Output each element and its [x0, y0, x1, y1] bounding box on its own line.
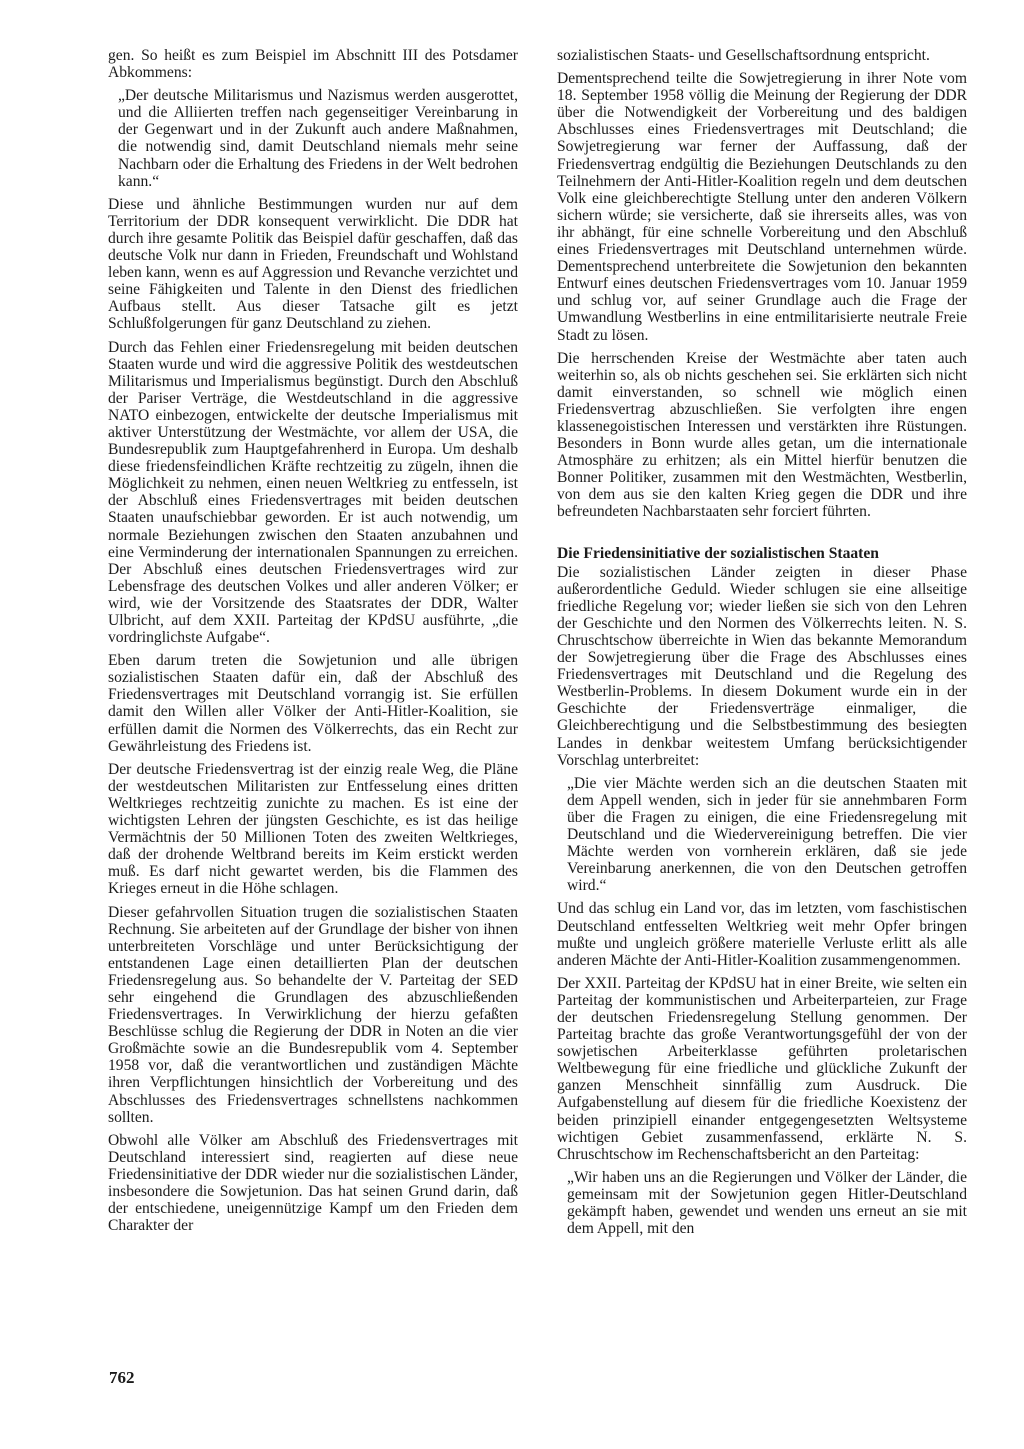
section-heading: Die Friedensinitiative der sozialistischen Staaten: [557, 544, 879, 562]
paragraph: Der deutsche Friedensvertrag ist der einzig reale Weg, die Pläne der westdeutschen Militaristen zur Entfesselung eines dritten Weltkrieges rechtzeitig zunichte zu machen. Es ist eine der wichtigsten Lehren der jüngsten Geschichte, es ist das heilige Vermächtnis der 50 Millionen Toten des zweiten Weltkrieges, daß der drohende Weltbrand bereits im Keim erstickt werden muß. Es darf nicht gewartet werden, bis die Flammen des Krieges erneut in die Höhe schlagen.: [108, 760, 518, 898]
block-quote: „Der deutsche Militarismus und Nazismus werden ausgerottet, und die Alliierten treffen nach gegenseitiger Vereinbarung in der Gegenwart und in der Zukunft auch andere Maßnahmen, die notwendig sind, damit Deutschland niemals mehr seine Nachbarn oder die Erhaltung des Friedens in der Welt bedrohen kann.“: [118, 87, 518, 190]
paragraph: Der XXII. Parteitag der KPdSU hat in einer Breite, wie selten ein Parteitag der kommunistischen und Arbeiterparteien, zur Frage der deutschen Friedensregelung Stellung genommen. Der Parteitag brachte das große Verantwortungsgefühl der von der sowjetischen Arbeiterklasse geführten proletarischen Weltbewegung für eine friedliche und glückliche Zukunft der ganzen Menschheit sinnfällig zum Ausdruck. Die Aufgabenstellung auf diesem für die friedliche Koexistenz der beiden prinzipiell einander entgegengesetzten Weltsysteme wichtigen Gebiet zusammenfassend, erklärte N. S. Chruschtschow im Rechenschaftsbericht an den Parteitag:: [557, 974, 967, 1163]
right-column: [557, 47, 967, 1243]
paragraph: Dieser gefahrvollen Situation trugen die sozialistischen Staaten Rechnung. Sie arbeiteten auf der Grundlage der bisher von ihnen unterbreiteten Vorschläge und unter Berücksichtigung der entstandenen Lage einen detaillierten Plan der deutschen Friedensregelung aus. So behandelte der V. Parteitag der SED sehr eingehend die Grundlagen des abzuschließenden Friedensvertrages. In Verwirklichung der hierzu gefaßten Beschlüsse schlug die Regierung der DDR in Noten an die vier Großmächte sowie an die Bundesrepublik vom 4. September 1958 vor, daß die verantwortlichen und zuständigen Mächte ihren Verpflichtungen hinsichtlich der Vorbereitung und des Abschlusses des Friedensvertrages schnellstens nachkommen sollten.: [108, 903, 518, 1126]
paragraph: Durch das Fehlen einer Friedensregelung mit beiden deutschen Staaten wurde und wird die aggressive Politik des westdeutschen Militarismus und Imperialismus begünstigt. Durch den Abschluß der Pariser Verträge, die Westdeutschland in die aggressive NATO einbezogen, entwickelte der deutsche Imperialismus mit aktiver Unterstützung der Westmächte, vor allem der USA, die Bundesrepublik zum Hauptgefahrenherd in Europa. Um deshalb diese friedensfeindlichen Kräfte rechtzeitig zu zügeln, ihnen die Möglichkeit zu nehmen, einen neuen Weltkrieg zu entfesseln, ist der Abschluß eines Friedensvertrages mit beiden deutschen Staaten unaufschiebbar geworden. Er ist auch notwendig, um normale Beziehungen zwischen den Staaten anzubahnen und eine Verminderung der internationalen Spannungen zu erreichen. Der Abschluß eines deutschen Friedensvertrages wird zur Lebensfrage des deutschen Volkes und aller anderen Völker; er wird, wie der Vorsitzende des Staatsrates der DDR, Walter Ulbricht, auf dem XXII. Parteitag der KPdSU ausführte, „die vordringlichste Aufgabe“.: [108, 338, 518, 647]
block-quote: „Die vier Mächte werden sich an die deutschen Staaten mit dem Appell wenden, sich in jeder für sie annehmbaren Form über die Fragen zu einigen, die eine Friedensregelung mit Deutschland und die Wiedervereinigung betreffen. Die vier Mächte werden von vornherein erklären, daß sie jede Vereinbarung anerkennen, die von den Deutschen getroffen wird.“: [567, 774, 967, 895]
paragraph: Diese und ähnliche Bestimmungen wurden nur auf dem Territorium der DDR konsequent verwirklicht. Die DDR hat durch ihre gesamte Politik das Beispiel dafür geschaffen, daß das deutsche Volk nur dann in Frieden, Freundschaft und Wohlstand leben kann, wenn es auf Aggression und Revanche verzichtet und seine Fähigkeiten und Talente in den Dienst des friedlichen Aufbaus stellt. Aus dieser Tatsache gilt es jetzt Schlußfolgerungen für ganz Deutschland zu ziehen.: [108, 195, 518, 333]
page-number: 762: [109, 1368, 135, 1387]
paragraph: Die herrschenden Kreise der Westmächte aber taten auch weiterhin so, als ob nichts geschehen sei. Sie erklärten sich nicht damit einverstanden, so schnell wie möglich einen Friedensvertrag abzuschließen. Sie verfolgten ihre engen klassenegoistischen Interessen und verstärkten ihre Rüstungen. Besonders in Bonn wurde alles getan, um die internationale Atmosphäre zu erhitzen; als ein Mittel hierfür benutzen die Bonner Politiker, zusammen mit den Westmächten, Westberlin, von dem aus sie den kalten Krieg gegen die DDR und ihre befreundeten Nachbarstaaten sehr forciert führten.: [557, 349, 967, 521]
paragraph: sozialistischen Staats- und Gesellschaftsordnung entspricht.: [557, 47, 930, 64]
paragraph: Die sozialistischen Länder zeigten in dieser Phase außerordentliche Geduld. Wieder schlugen sie eine allseitige friedliche Regelung vor; wieder ließen sie sich von den Lehren der Geschichte und den Normen des Völkerrechts leiten. N. S. Chruschtschow überreichte in Wien das bekannte Memorandum der Sowjetregierung über die Frage des Abschlusses eines Friedensvertrages mit Deutschland und die Regelung des Westberlin-Problems. In diesem Dokument wurde ein in der Geschichte der Friedensverträge einmaliger, die Gleichberechtigung und die Selbstbestimmung des besiegten Landes in denkbar weitestem Umfang berücksichtigender Vorschlag unterbreitet:: [557, 563, 967, 769]
paragraph: Obwohl alle Völker am Abschluß des Friedensvertrages mit Deutschland interessiert sind, reagierten auf diese neue Friedensinitiative der DDR wieder nur die sozialistischen Länder, insbesondere die Sowjetunion. Das hat seinen Grund darin, daß der entschiedene, uneigennützige Kampf um den Frieden dem Charakter der: [108, 1131, 518, 1235]
paragraph: gen. So heißt es zum Beispiel im Abschnitt III des Potsdamer Abkommens:: [108, 47, 518, 82]
paragraph: Dementsprechend teilte die Sowjetregierung in ihrer Note vom 18. September 1958 völlig die Meinung der Regierung der DDR über die Notwendigkeit der Vorbereitung und des baldigen Abschlusses eines Friedensvertrages mit Deutschland; die Sowjetregierung war ferner der Auffassung, daß der Friedensvertrag endgültig die Beziehungen Deutschlands zu den Teilnehmern der Anti-Hitler-Koalition regeln und dem deutschen Volk eine gleichberechtigte Stellung unter den anderen Völkern sichern würde; sie versicherte, daß sie ihrerseits alles, was von ihr abhängt, für eine schnelle Vorbereitung und den Abschluß eines Friedensvertrages mit Deutschland unternehmen würde. Dementsprechend unterbreitete die Sowjetunion den bekannten Entwurf eines deutschen Friedensvertrages vom 10. Januar 1959 und schlug vor, auf seiner Grundlage auch die Frage der Umwandlung Westberlins in eine entmilitarisierte neutrale Freie Stadt zu lösen.: [557, 70, 967, 344]
paragraph: Eben darum treten die Sowjetunion und alle übrigen sozialistischen Staaten dafür ein, daß der Abschluß des Friedensvertrages mit Deutschland vorrangig ist. Sie erfüllen damit den Willen aller Völker der Anti-Hitler-Koalition, sie erfüllen damit die Normen des Völkerrechts, das ein Recht zur Gewährleistung des Friedens ist.: [108, 652, 518, 755]
left-column: [108, 47, 518, 1240]
paragraph: Und das schlug ein Land vor, das im letzten, vom faschistischen Deutschland entfesselten Weltkrieg weit mehr Opfer bringen mußte und ungleich größere materielle Verluste erlitt als alle anderen Mächte der Anti-Hitler-Koalition zusammengenommen.: [557, 900, 967, 969]
block-quote: „Wir haben uns an die Regierungen und Völker der Länder, die gemeinsam mit der Sowjetunion gegen Hitler-Deutschland gekämpft haben, gewendet und wenden uns erneut an sie mit dem Appell, mit den: [567, 1168, 967, 1238]
